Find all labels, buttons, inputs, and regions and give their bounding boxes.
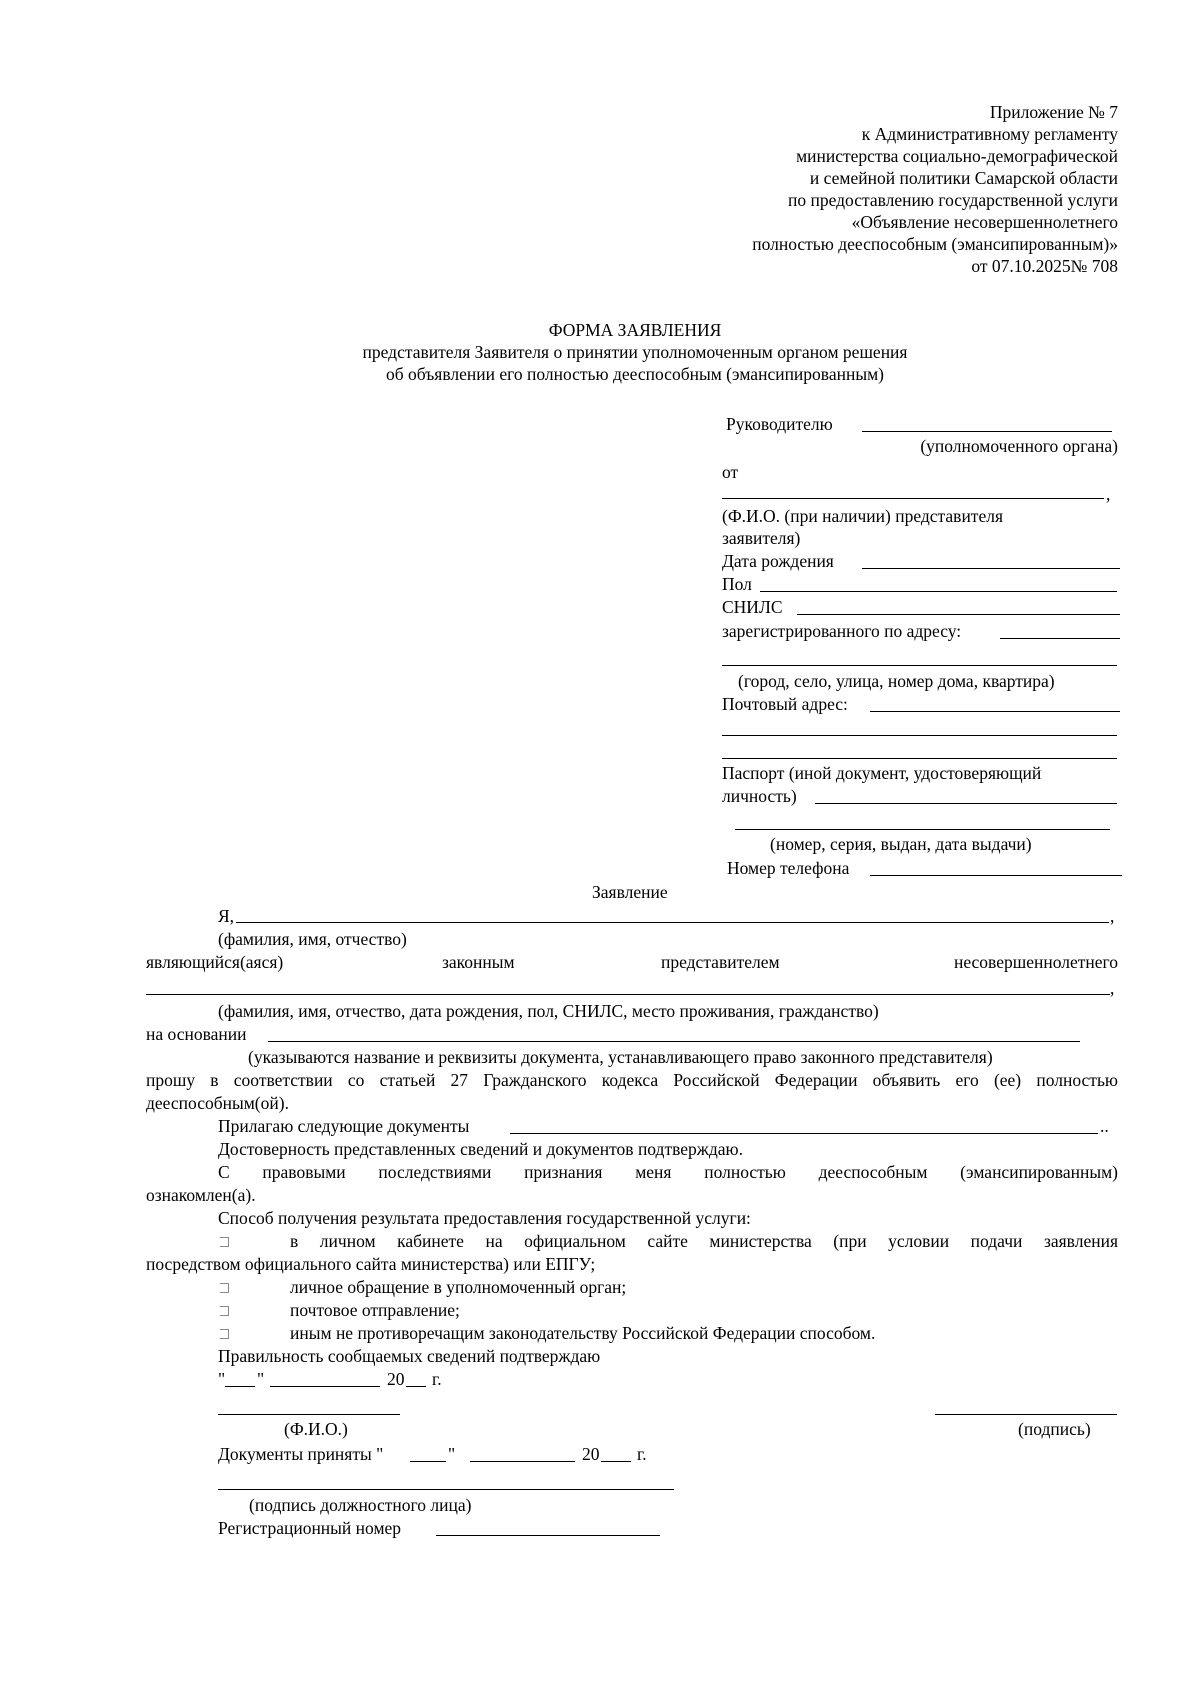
option-text: личное обращение в уполномоченный орган;	[290, 1277, 627, 1297]
passport-label: Паспорт (иной документ, удостоверяющий	[722, 763, 1042, 783]
appendix-line: Приложение № 7	[989, 102, 1118, 122]
consequences-text: ознакомлен(а).	[146, 1185, 256, 1205]
fio-hint: (фамилия, имя, отчество)	[218, 929, 407, 949]
address-hint: (город, село, улица, номер дома, квартира)	[738, 671, 1055, 691]
attach-label: Прилагаю следующие документы	[218, 1116, 470, 1136]
passport-field[interactable]	[815, 803, 1117, 804]
date-quote: "	[218, 1369, 226, 1389]
being-word: представителем	[661, 952, 780, 972]
fio-sign-hint: (Ф.И.О.)	[284, 1419, 348, 1439]
date-quote: "	[257, 1369, 265, 1389]
form-subtitle: представителя Заявителя о принятии уполномоченным органом решения	[362, 342, 908, 362]
attach-end: ..	[1100, 1116, 1109, 1136]
head-hint: (уполномоченного органа)	[920, 436, 1118, 456]
name-hint: заявителя)	[722, 528, 801, 548]
name-hint: (Ф.И.О. (при наличии) представителя	[722, 506, 1004, 526]
postal-field-3[interactable]	[722, 758, 1117, 759]
appendix-line: к Административному регламенту	[861, 124, 1118, 144]
appendix-line: по предоставлению государственной услуги	[788, 190, 1118, 210]
postal-label: Почтовый адрес:	[722, 694, 848, 714]
birth-label: Дата рождения	[722, 551, 834, 571]
accepted-day-field[interactable]	[410, 1461, 446, 1462]
comma: ,	[1110, 906, 1115, 926]
sex-label: Пол	[722, 574, 752, 594]
date-g: г.	[432, 1369, 442, 1389]
reg-field[interactable]	[436, 1535, 660, 1536]
date-month-field[interactable]	[270, 1386, 380, 1387]
confirm-docs: Достоверность представленных сведений и документов подтверждаю.	[218, 1139, 743, 1159]
option-text: в личном кабинете на официальном сайте министерства (при условии подачи заявления	[290, 1231, 1118, 1251]
method-label: Способ получения результата предоставления государственной услуги:	[218, 1208, 751, 1228]
basis-field[interactable]	[268, 1041, 1080, 1042]
postal-field-2[interactable]	[722, 735, 1117, 736]
appendix-line: «Объявление несовершеннолетнего	[851, 212, 1118, 232]
checkbox-icon[interactable]	[220, 1230, 229, 1252]
accepted-g: г.	[637, 1444, 647, 1464]
option-text: почтовое отправление;	[290, 1300, 460, 1320]
official-sign-hint: (подпись должностного лица)	[249, 1495, 472, 1515]
passport-field-2[interactable]	[735, 829, 1110, 830]
appendix-line: от 07.10.2025№ 708	[971, 256, 1118, 276]
from-field[interactable]	[722, 498, 1104, 499]
date-year: 20	[387, 1369, 405, 1389]
being-word: являющийся(аяся)	[146, 952, 284, 972]
option-text: иным не противоречащим законодательству Российской Федерации способом.	[290, 1323, 876, 1343]
appendix-line: и семейной политики Самарской области	[809, 168, 1118, 188]
option-text: посредством официального сайта министерства) или ЕПГУ;	[146, 1254, 596, 1274]
head-field[interactable]	[862, 431, 1112, 432]
checkbox-icon[interactable]	[220, 1322, 229, 1344]
sex-field[interactable]	[760, 591, 1117, 592]
registered-field[interactable]	[1000, 638, 1120, 639]
form-subtitle: об объявлении его полностью дееспособным (эмансипированным)	[385, 364, 884, 384]
phone-field[interactable]	[870, 875, 1122, 876]
birth-field[interactable]	[862, 568, 1120, 569]
comma: ,	[1106, 484, 1111, 504]
basis-hint: (указываются название и реквизиты документа, устанавливающего право законного представителя)	[248, 1047, 993, 1067]
snils-field[interactable]	[797, 614, 1120, 615]
date-year-field[interactable]	[406, 1386, 426, 1387]
phone-label: Номер телефона	[727, 858, 850, 878]
child-field[interactable]	[146, 994, 1110, 995]
sign-hint: (подпись)	[1018, 1419, 1091, 1439]
being-word: законным	[442, 952, 515, 972]
form-title: ФОРМА ЗАЯВЛЕНИЯ	[548, 320, 722, 340]
official-sign-field[interactable]	[218, 1489, 674, 1490]
accepted-year-field[interactable]	[601, 1461, 631, 1462]
being-word: несовершеннолетнего	[953, 952, 1118, 972]
correct-label: Правильность сообщаемых сведений подтверждаю	[218, 1346, 601, 1366]
registered-label: зарегистрированного по адресу:	[722, 621, 962, 641]
basis-label: на основании	[146, 1024, 247, 1044]
request-text: дееспособным(ой).	[146, 1093, 289, 1113]
postal-field[interactable]	[870, 711, 1120, 712]
sign-field[interactable]	[935, 1414, 1117, 1415]
appendix-line: полностью дееспособным (эмансипированным)»	[752, 234, 1118, 254]
consequences-text: С правовыми последствиями признания меня полностью дееспособным (эмансипированным)	[218, 1162, 1118, 1182]
passport-label: личность)	[722, 786, 797, 806]
fio-sign-field[interactable]	[218, 1414, 400, 1415]
snils-label: СНИЛС	[722, 597, 783, 617]
attach-field[interactable]	[510, 1133, 1098, 1134]
from-label: от	[722, 462, 739, 482]
accepted-year: 20	[582, 1444, 600, 1464]
address-field[interactable]	[722, 665, 1117, 666]
checkbox-icon[interactable]	[220, 1299, 229, 1321]
reg-label: Регистрационный номер	[218, 1518, 402, 1538]
checkbox-icon[interactable]	[220, 1276, 229, 1298]
accepted-quote: "	[448, 1444, 456, 1464]
fio-field[interactable]	[236, 922, 1109, 923]
passport-hint: (номер, серия, выдан, дата выдачи)	[770, 834, 1032, 854]
date-day-field[interactable]	[225, 1386, 255, 1387]
accepted-label: Документы приняты "	[218, 1444, 384, 1464]
appendix-line: министерства социально-демографической	[796, 146, 1118, 166]
child-hint: (фамилия, имя, отчество, дата рождения, пол, СНИЛС, место проживания, гражданство)	[218, 1001, 879, 1021]
accepted-month-field[interactable]	[470, 1461, 575, 1462]
comma: ,	[1110, 978, 1115, 998]
i-label: Я,	[218, 906, 235, 926]
statement-heading: Заявление	[592, 882, 668, 902]
request-text: прошу в соответствии со статьей 27 Гражданского кодекса Российской Федерации объявить его (ее) полностью	[146, 1070, 1118, 1090]
head-label: Руководителю	[726, 414, 833, 434]
